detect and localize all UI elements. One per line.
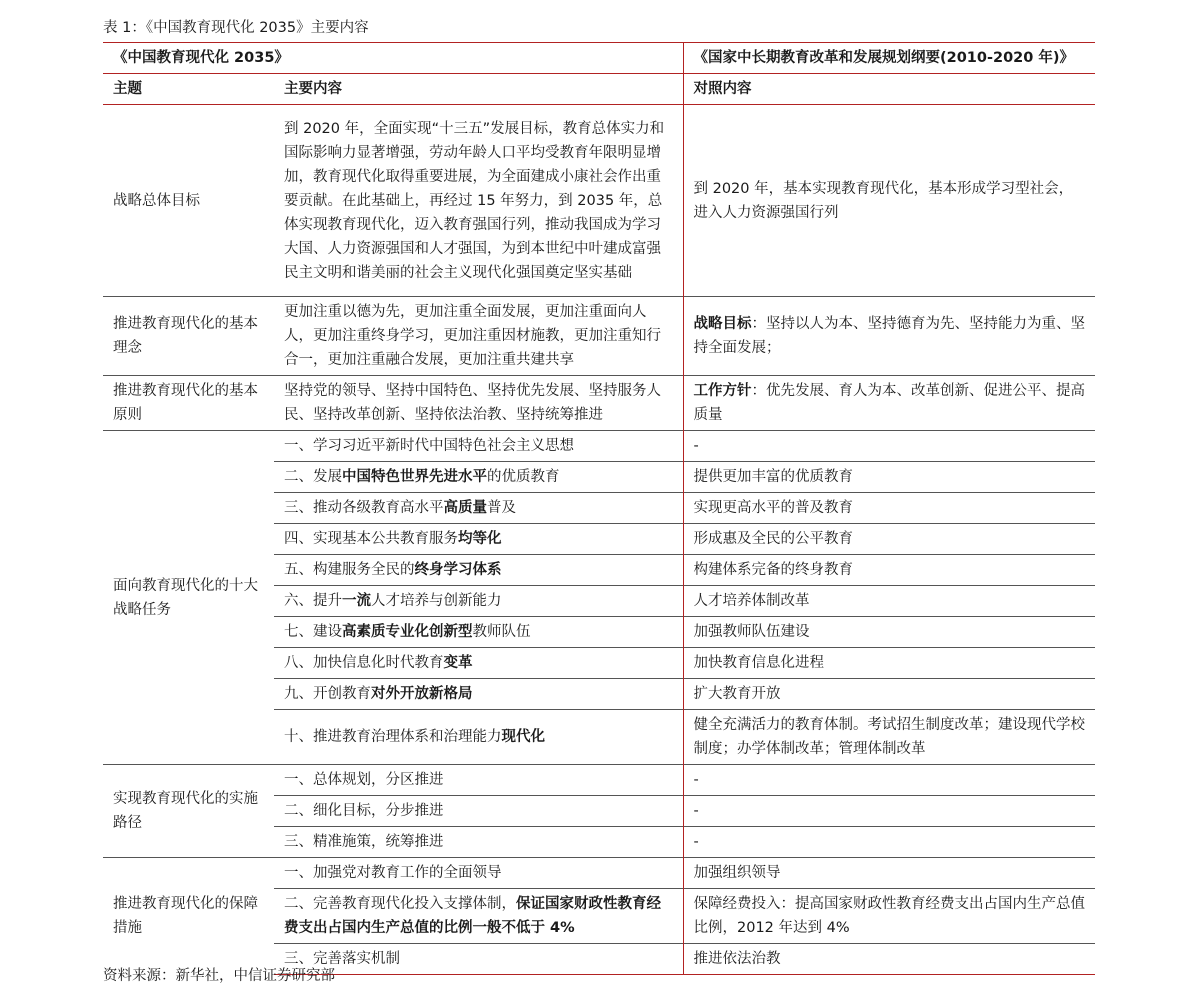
bold-text: 高质量 xyxy=(443,500,487,516)
cell-content xyxy=(274,679,683,710)
cell-content xyxy=(274,493,683,524)
text-segment: 六、提升 xyxy=(284,593,342,609)
cell-theme: 推进教育现代化的保障措施 xyxy=(103,858,274,975)
text-segment: 加快教育信息化进程 xyxy=(693,655,824,671)
cell-content xyxy=(274,524,683,555)
text-segment: - xyxy=(693,834,699,850)
text-segment: 更加注重以德为先，更加注重全面发展，更加注重面向人人，更加注重终身学习，更加注重因材施教，更加注重知行合一，更加注重融合发展，更加注重共建共享 xyxy=(284,304,661,368)
text-segment: 一、学习习近平新时代中国特色社会主义思想 xyxy=(284,438,574,454)
text-segment: 教师队伍 xyxy=(472,624,531,640)
header-compare: 对照内容 xyxy=(683,74,1095,105)
text-segment: 二、发展 xyxy=(284,469,342,485)
text-segment: 二、完善教育现代化投入支撑体制， xyxy=(284,896,516,912)
text-segment: 加强教师队伍建设 xyxy=(693,624,810,640)
text-segment: 三、完善落实机制 xyxy=(284,951,400,967)
cell-compare xyxy=(683,431,1095,462)
cell-compare xyxy=(683,765,1095,796)
cell-content xyxy=(274,710,683,765)
title-right: 《国家中长期教育改革和发展规划纲要(2010-2020 年)》 xyxy=(683,43,1095,74)
text-segment: 形成惠及全民的公平教育 xyxy=(693,531,853,547)
table-row xyxy=(103,858,1095,889)
cell-compare xyxy=(683,944,1095,975)
cell-theme: 实现教育现代化的实施路径 xyxy=(103,765,274,858)
cell-compare xyxy=(683,889,1095,944)
cell-content xyxy=(274,555,683,586)
cell-content xyxy=(274,431,683,462)
cell-compare xyxy=(683,858,1095,889)
comparison-table xyxy=(103,42,1095,975)
text-segment: 健全充满活力的教育体制。考试招生制度改革；建设现代学校制度；办学体制改革；管理体制改革 xyxy=(693,717,1085,757)
text-segment: 十、推进教育治理体系和治理能力 xyxy=(284,729,502,745)
cell-content xyxy=(274,586,683,617)
bold-text: 现代化 xyxy=(501,729,545,745)
cell-content xyxy=(274,765,683,796)
bold-text: 均等化 xyxy=(458,531,502,547)
cell-compare xyxy=(683,376,1095,431)
cell-compare xyxy=(683,586,1095,617)
bold-text: 保证国家财政性教育经费支出占国内生产总值的比例一般不低于 4% xyxy=(284,896,661,936)
text-segment: 扩大教育开放 xyxy=(693,686,781,702)
text-segment: 一、总体规划，分区推进 xyxy=(284,772,444,788)
cell-compare xyxy=(683,555,1095,586)
text-segment: 到 2020 年，基本实现教育现代化，基本形成学习型社会，进入人力资源强国行列 xyxy=(693,180,1074,221)
cell-compare xyxy=(683,524,1095,555)
text-segment: 五、构建服务全民的 xyxy=(284,562,415,578)
cell-compare xyxy=(683,617,1095,648)
table-header-row xyxy=(103,74,1095,105)
text-segment: 构建体系完备的终身教育 xyxy=(693,562,853,578)
text-segment: 一、加强党对教育工作的全面领导 xyxy=(284,865,502,881)
cell-compare xyxy=(683,105,1095,297)
text-segment: - xyxy=(693,772,699,788)
text-segment: 提供更加丰富的优质教育 xyxy=(693,469,853,485)
cell-content xyxy=(274,796,683,827)
text-segment: 的优质教育 xyxy=(487,469,560,485)
table-row xyxy=(103,765,1095,796)
cell-compare xyxy=(683,462,1095,493)
bold-text: 战略目标 xyxy=(693,316,752,332)
text-segment: 加强组织领导 xyxy=(693,865,781,881)
text-segment: 保障经费投入：提高国家财政性教育经费支出占国内生产总值比例，2012 年达到 4% xyxy=(693,896,1085,936)
bold-text: 对外开放新格局 xyxy=(371,686,473,702)
table-caption: 表 1：《中国教育现代化 2035》主要内容 xyxy=(103,20,369,36)
cell-content xyxy=(274,462,683,493)
text-segment: 到 2020 年，全面实现“十三五”发展目标，教育总体实力和国际影响力显著增强，劳动年龄人口平均受教育年限明显增加，教育现代化取得重要进展，为全面建成小康社会作出重要贡献。在此基础上，再经过 15 年努力，到 2035 年，总体实现教育现代化，迈入教育强国行列，推动我国成为学习大国、人力资源强国和人才强国，为到本世纪中叶建成富强民主文明和谐美丽的社会主义现代化强国奠定坚实基础 xyxy=(284,120,665,281)
cell-compare xyxy=(683,710,1095,765)
cell-theme: 战略总体目标 xyxy=(103,105,274,297)
text-segment: 七、建设 xyxy=(284,624,342,640)
text-segment: 普及 xyxy=(487,500,516,516)
text-segment: 二、细化目标，分步推进 xyxy=(284,803,444,819)
cell-content xyxy=(274,617,683,648)
header-content: 主要内容 xyxy=(274,74,683,105)
header-theme: 主题 xyxy=(103,74,274,105)
title-left: 《中国教育现代化 2035》 xyxy=(103,43,683,74)
text-segment: 三、精准施策，统筹推进 xyxy=(284,834,444,850)
text-segment: 坚持党的领导、坚持中国特色、坚持优先发展、坚持服务人民、坚持改革创新、坚持依法治教、坚持统筹推进 xyxy=(284,383,661,423)
text-segment: 人才培养体制改革 xyxy=(693,593,810,609)
cell-compare xyxy=(683,796,1095,827)
bold-text: 一流 xyxy=(342,593,371,609)
cell-content xyxy=(274,376,683,431)
cell-content xyxy=(274,858,683,889)
text-segment: 三、推动各级教育高水平 xyxy=(284,500,444,516)
cell-content xyxy=(274,944,683,975)
text-segment: 实现更高水平的普及教育 xyxy=(693,500,853,516)
text-segment: 推进依法治教 xyxy=(693,951,781,967)
table-row xyxy=(103,297,1095,376)
bold-text: 中国特色世界先进水平 xyxy=(342,469,487,485)
table-title-row xyxy=(103,43,1095,74)
table-row xyxy=(103,431,1095,462)
cell-compare xyxy=(683,297,1095,376)
text-segment: 八、加快信息化时代教育 xyxy=(284,655,444,671)
cell-compare xyxy=(683,493,1095,524)
table-row xyxy=(103,105,1095,297)
bold-text: 变革 xyxy=(443,655,473,671)
cell-content xyxy=(274,889,683,944)
cell-compare xyxy=(683,648,1095,679)
table-row xyxy=(103,376,1095,431)
text-segment: ：坚持以人为本、坚持德育为先、坚持能力为重、坚持全面发展； xyxy=(693,316,1085,356)
text-segment: ：优先发展、育人为本、改革创新、促进公平、提高质量 xyxy=(693,383,1085,423)
cell-compare xyxy=(683,827,1095,858)
cell-content xyxy=(274,648,683,679)
cell-theme: 推进教育现代化的基本原则 xyxy=(103,376,274,431)
text-segment: 人才培养与创新能力 xyxy=(371,593,502,609)
cell-theme: 面向教育现代化的十大战略任务 xyxy=(103,431,274,765)
text-segment: 九、开创教育 xyxy=(284,686,371,702)
text-segment: 四、实现基本公共教育服务 xyxy=(284,531,458,547)
bold-text: 终身学习体系 xyxy=(414,562,502,578)
cell-content xyxy=(274,105,683,297)
bold-text: 高素质专业化创新型 xyxy=(342,624,473,640)
source-note: 资料来源：新华社，中信证券研究部 xyxy=(103,968,335,984)
cell-theme: 推进教育现代化的基本理念 xyxy=(103,297,274,376)
bold-text: 工作方针 xyxy=(693,383,752,399)
text-segment: - xyxy=(693,803,699,819)
cell-compare xyxy=(683,679,1095,710)
cell-content xyxy=(274,297,683,376)
text-segment: - xyxy=(693,438,699,454)
cell-content xyxy=(274,827,683,858)
